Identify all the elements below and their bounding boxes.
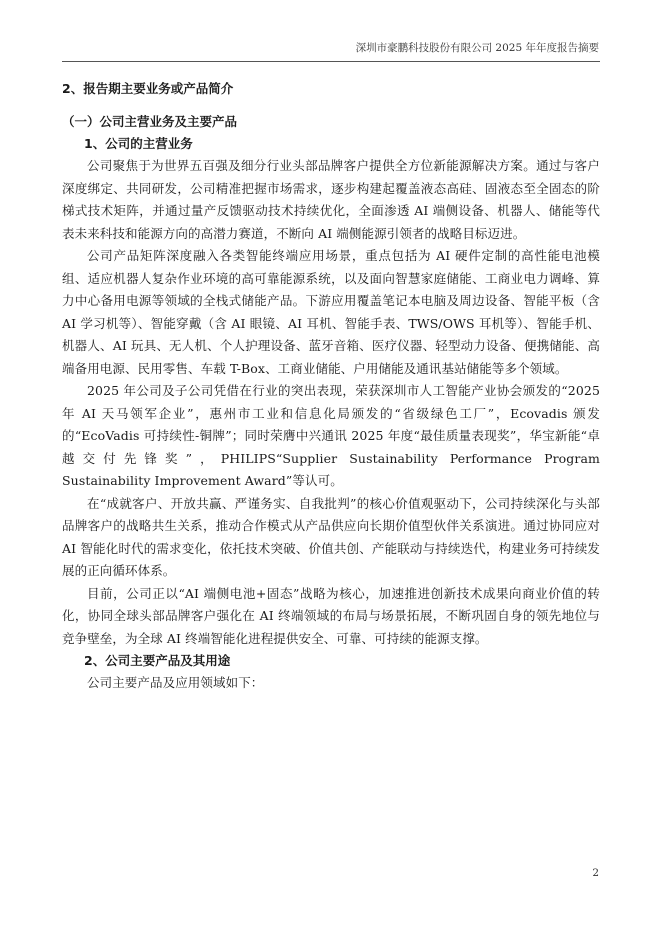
header-divider — [62, 61, 600, 62]
paragraph-product-matrix: 公司产品矩阵深度融入各类智能终端应用场景，重点包括为 AI 硬件定制的高性能电池模组、适应机器人复杂作业环境的高可靠能源系统，以及面向智慧家庭储能、工商业电力调峰、算力中心备用电源等领域的全栈式储能产品。下游应用覆盖笔记本电脑及周边设备、智能平板（含 AI 学习机等）、智能穿戴（含 AI 眼镜、AI 耳机、智能手表、TWS/OWS 耳机等）、智能手机、机器人、AI 玩具、无人机、个人护理设备、蓝牙音箱、医疗仪器、轻型动力设备、便携储能、高端备用电源、民用零售、车载 T-Box、工商业储能、户用储能及通讯基站储能等多个领域。 — [62, 248, 600, 376]
paragraph-strategy: 目前，公司正以“AI 端侧电池+固态”战略为核心，加速推进创新技术成果向商业价值的转化，协同全球头部品牌客户强化在 AI 终端领域的布局与场景拓展，不断巩固自身的领先地位与竞争壁垒，为全球 AI 终端智能化进程提供安全、可靠、可持续的能源支撑。 — [62, 585, 600, 646]
paragraph-products-intro: 公司主要产品及应用领域如下： — [87, 675, 264, 690]
subsection-title: （一）公司主营业务及主要产品 — [62, 114, 238, 129]
page-header: 深圳市豪鹏科技股份有限公司 2025 年年度报告摘要 — [355, 42, 599, 54]
section-title: 2、报告期主要业务或产品简介 — [62, 81, 234, 96]
paragraph-core-values: 在“成就客户、开放共赢、严谨务实、自我批判”的核心价值观驱动下，公司持续深化与头部品牌客户的战略共生关系，推动合作模式从产品供应向长期价值型伙伴关系演进。通过协同应对 AI 智能化时代的需求变化，依托技术突破、价值共创、产能联动与持续迭代，构建业务可持续发展的正向循环体系。 — [62, 495, 600, 578]
item2-title: 2、公司主要产品及其用途 — [84, 653, 231, 668]
page-number: 2 — [592, 867, 599, 879]
page-content — [62, 78, 600, 695]
paragraph-business-overview: 公司聚焦于为世界五百强及细分行业头部品牌客户提供全方位新能源解决方案。通过与客户深度绑定、共同研发，公司精准把握市场需求，逐步构建起覆盖液态高硅、固液态至全固态的阶梯式技术矩阵，并通过量产反馈驱动技术持续优化，全面渗透 AI 端侧设备、机器人、储能等代表未来科技和能源方向的高潜力赛道，不断向 AI 端侧能源引领者的战略目标迈进。 — [62, 158, 600, 241]
paragraph-awards: 2025 年公司及子公司凭借在行业的突出表现，荣获深圳市人工智能产业协会颁发的“2025 年 AI 天马领军企业”，惠州市工业和信息化局颁发的“省级绿色工厂”，Ecovadis 颁发的“EcoVadis 可持续性-铜牌”；同时荣膺中兴通讯 2025 年度“最佳质量表现奖”，华宝新能“卓越交付先锋奖”，PHILIPS“Supplier Sustainability Performance Program Sustainability Improvement Award”等认可。 — [62, 383, 600, 488]
item1-title: 1、公司的主营业务 — [84, 136, 193, 151]
